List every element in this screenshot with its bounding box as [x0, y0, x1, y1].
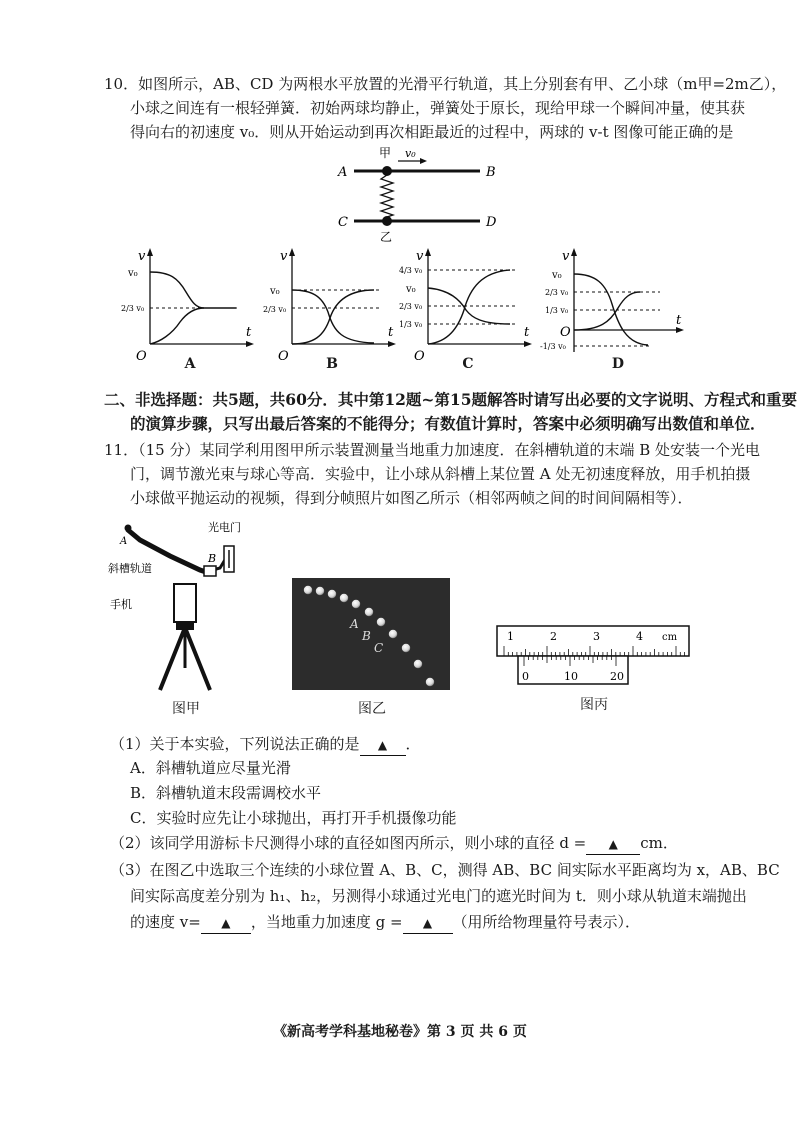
main-tick-label: 4 [636, 630, 643, 643]
graph-D-tick: 2/3 v₀ [545, 288, 569, 297]
ball-frame [377, 618, 385, 626]
label-yi: 乙 [380, 230, 393, 244]
ball-frame [426, 678, 434, 686]
ball-frame [414, 660, 422, 668]
q11-option-A: A．斜槽轨道应尽量光滑 [130, 759, 291, 777]
q11-part-3-line-1: （3）在图乙中选取三个连续的小球位置 A、B、C，测得 AB、BC 间实际水平距离均为 x，AB、BC [110, 861, 780, 879]
figure-yi-caption: 图乙 [358, 701, 386, 717]
label-B: B [208, 552, 217, 565]
q11-line-3: 小球做平抛运动的视频，得到分帧照片如图乙所示（相邻两帧之间的时间间隔相等）． [130, 489, 693, 507]
page-footer: 《新高考学科基地秘卷》第 3 页 共 6 页 [273, 1024, 527, 1040]
ball-frame [328, 590, 336, 598]
graph-D-xlabel: t [676, 313, 682, 328]
graph-A-tick: 2/3 v₀ [121, 304, 145, 313]
phone-icon [174, 584, 196, 622]
q11-option-C: C．实验时应先让小球抛出，再打开手机摄像功能 [130, 809, 457, 827]
graph-B-caption: B [326, 356, 338, 372]
q10-line-2: 小球之间连有一根轻弹簧．初始两球均静止，弹簧处于原长，现给甲球一个瞬间冲量，使其获 [130, 99, 746, 117]
q11-part-2: （2）该同学用游标卡尺测得小球的直径如图丙所示，则小球的直径 d = ▲ cm． [110, 833, 678, 855]
label-A: A [120, 536, 128, 547]
rail-label-C: C [338, 215, 348, 230]
ball-frame [352, 600, 360, 608]
graph-A-xlabel: t [246, 325, 252, 340]
figure-jia-apparatus [100, 518, 260, 718]
label-guangdianmen: 光电门 [208, 521, 241, 534]
arrow-icon [420, 158, 427, 164]
q10-line-1: 10．如图所示，AB、CD 为两根水平放置的光滑平行轨道，其上分别套有甲、乙小球（m甲=2m乙）， [104, 75, 787, 93]
graph-A-tick: v₀ [128, 268, 138, 279]
graph-B-tick: 2/3 v₀ [263, 305, 287, 314]
ball-frame [340, 594, 348, 602]
q11-line-2: 门，调节激光束与球心等高．实验中，让小球从斜槽上某位置 A 处无初速度释放，用手机拍摄 [130, 465, 751, 483]
main-tick-label: 2 [550, 630, 557, 643]
main-tick-label: 1 [507, 630, 514, 643]
graph-B-xlabel: t [388, 325, 394, 340]
figure-bing-caption: 图丙 [580, 697, 608, 713]
tripod-leg [160, 630, 184, 690]
vernier-tick-label: 20 [610, 670, 624, 683]
q11-option-B: B．斜槽轨道末段需调校水平 [130, 784, 322, 802]
answer-blank[interactable]: ▲ [403, 913, 453, 934]
q11-part-3-line-2: 间实际高度差分别为 h₁、h₂，另测得小球通过光电门的遮光时间为 t．则小球从轨道末端抛出 [130, 887, 747, 905]
curve-jia [150, 272, 236, 308]
figure-jia-caption: 图甲 [172, 701, 200, 717]
graph-C-tick: 2/3 v₀ [399, 302, 423, 311]
vt-graph-A [120, 248, 260, 368]
rail-label-D: D [486, 215, 497, 230]
photo-label-B: B [362, 629, 371, 643]
q11-part-1: （1）关于本实验，下列说法正确的是 ▲ ． [110, 734, 421, 756]
graph-D-ylabel: v [562, 249, 570, 264]
graph-B-origin: O [278, 349, 289, 364]
graph-C-origin: O [414, 349, 425, 364]
label-jia: 甲 [379, 146, 392, 160]
graph-C-tick: v₀ [406, 284, 416, 295]
rail-label-A: A [338, 165, 348, 180]
graph-C-ylabel: v [416, 249, 424, 264]
graph-C-tick: 1/3 v₀ [399, 320, 423, 329]
photo-label-A: A [350, 617, 359, 631]
section-2-header-line-2: 的演算步骤，只写出最后答案的不能得分；有数值计算时，答案中必须明确写出数值和单位． [130, 414, 766, 433]
rail-label-B: B [486, 165, 496, 180]
curve-yi [428, 270, 510, 344]
section-2-header-line-1: 二、非选择题：共5题，共60分．其中第12题~第15题解答时请写出必要的文字说明、方程式和重要 [104, 390, 797, 409]
vt-graph-D [540, 248, 690, 368]
ball-jia [382, 166, 392, 176]
graph-A-origin: O [136, 349, 147, 364]
vernier-tick-label: 10 [564, 670, 578, 683]
graph-D-tick: v₀ [552, 270, 562, 281]
photo-label-C: C [374, 641, 384, 655]
ball-frame [389, 630, 397, 638]
graph-A-caption: A [184, 356, 196, 372]
q11-part-3-line-3: 的速度 v= ▲ ，当地重力加速度 g = ▲ （用所给物理量符号表示）． [130, 912, 640, 934]
graph-B-ylabel: v [280, 249, 288, 264]
graph-B-tick: v₀ [270, 286, 280, 297]
graph-D-origin: O [560, 325, 571, 340]
ball-frame [365, 608, 373, 616]
answer-blank[interactable]: ▲ [586, 834, 640, 855]
curve-yi [292, 290, 374, 344]
ball-frame [304, 586, 312, 594]
curve-yi [150, 308, 204, 344]
q11-line-1: 11．（15 分）某同学利用图甲所示装置测量当地重力加速度．在斜槽轨道的末端 B 处安装一个光电 [104, 441, 761, 459]
graph-C-caption: C [462, 356, 474, 372]
curve-yi [574, 292, 640, 330]
graph-C-tick: 4/3 v₀ [399, 266, 423, 275]
rail-diagram [330, 145, 510, 245]
vt-graph-C [398, 248, 538, 368]
label-v0: v₀ [405, 147, 416, 160]
vt-graph-B [262, 248, 402, 368]
main-tick-label: 3 [593, 630, 600, 643]
graph-D-tick: 1/3 v₀ [545, 306, 569, 315]
graph-D-caption: D [611, 356, 625, 372]
ball-frame [316, 587, 324, 595]
ball-frame [402, 644, 410, 652]
answer-blank[interactable]: ▲ [360, 735, 406, 756]
figure-bing-vernier [496, 624, 692, 690]
vernier-tick-label: 0 [522, 670, 529, 683]
answer-blank[interactable]: ▲ [201, 913, 251, 934]
spring [381, 175, 393, 217]
unit-label: cm [662, 632, 678, 643]
graph-D-tick: -1/3 v₀ [540, 342, 566, 351]
graph-C-xlabel: t [524, 325, 530, 340]
graph-A-ylabel: v [138, 249, 146, 264]
ball-yi [382, 216, 392, 226]
label-shouji: 手机 [110, 598, 132, 611]
curve-jia [292, 290, 374, 343]
label-xiecao: 斜槽轨道 [108, 562, 152, 575]
q10-line-3: 得向右的初速度 v₀．则从开始运动到再次相距最近的过程中，两球的 v-t 图像可能正确的是 [130, 123, 734, 141]
figure-yi-photo [292, 578, 450, 690]
tripod-leg [186, 630, 210, 690]
